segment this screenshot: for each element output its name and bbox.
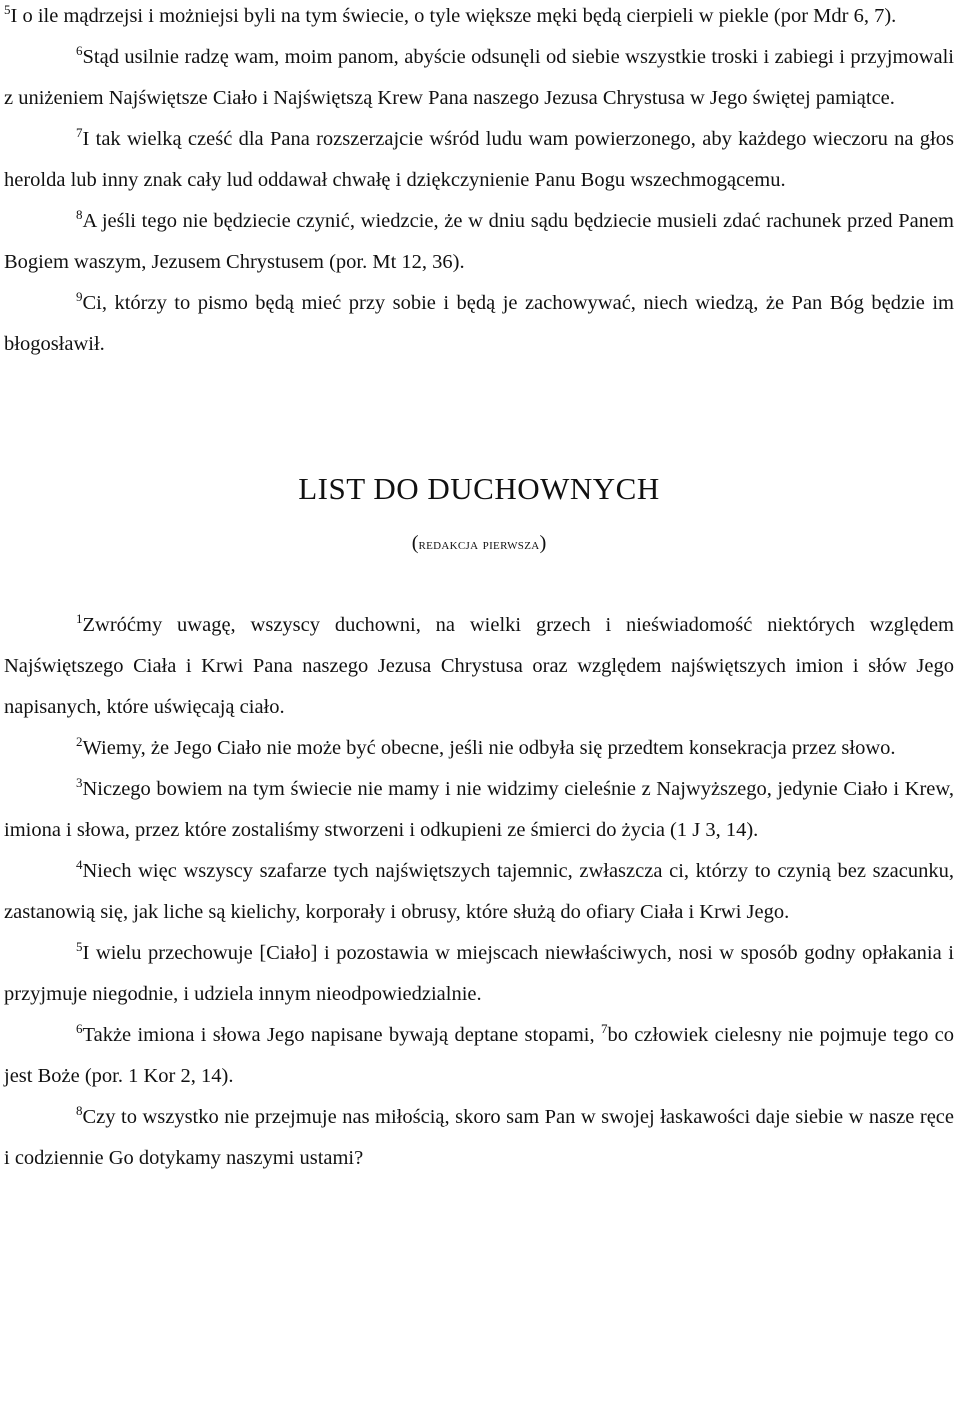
paragraph-text: Stąd usilnie radzę wam, moim panom, abyście odsunęli od siebie wszystkie troski i zabiegi i przyjmowali z uniżeniem Najświętsze Ciało i Najświętszą Krew Pana naszego Jezusa Chrystusa w Jego świętej pamiątce.	[4, 46, 954, 109]
letter-paragraph-8	[4, 1097, 954, 1179]
subheading-close-paren: )	[539, 532, 547, 554]
paragraph-text: I tak wielką cześć dla Pana rozszerzajcie wśród ludu wam powierzonego, aby każdego wieczoru na głos herolda lub inny znak cały lud oddawał chwałę i dziękczynienie Panu Bogu wszechmogącemu.	[4, 128, 954, 191]
verse-number: 8	[76, 207, 83, 222]
verse-number: 6	[76, 43, 83, 58]
paragraph-text: A jeśli tego nie będziecie czynić, wiedzcie, że w dniu sądu będziecie musieli zdać rachunek przed Panem Bogiem waszym, Jezusem Chrystusem (por. Mt 12, 36).	[4, 210, 954, 273]
letter-paragraph-1	[4, 605, 954, 728]
paragraph-9	[4, 283, 954, 365]
paragraph-7	[4, 119, 954, 201]
verse-number: 7	[600, 1021, 608, 1036]
letter-paragraph-2	[4, 728, 954, 769]
paragraph-8	[4, 201, 954, 283]
verse-number: 4	[76, 857, 83, 872]
verse-number: 8	[76, 1103, 83, 1118]
section-heading: LIST DO DUCHOWNYCH	[298, 471, 660, 506]
letter-body	[4, 605, 954, 1179]
verse-number: 5	[76, 939, 83, 954]
paragraph-text: Wiemy, że Jego Ciało nie może być obecne, jeśli nie odbyła się przedtem konsekracja przez słowo.	[82, 737, 896, 759]
paragraph-text: I wielu przechowuje [Ciało] i pozostawia w miejscach niewłaściwych, nosi w sposób godny opłakania i przyjmuje niegodnie, i udziela innym nieodpowiedzialnie.	[4, 942, 954, 1005]
subheading-text: redakcja pierwsza	[418, 536, 540, 553]
paragraph-text: Także imiona i słowa Jego napisane bywają deptane stopami,	[82, 1024, 601, 1046]
letter-paragraph-4	[4, 851, 954, 933]
paragraph-text: Czy to wszystko nie przejmuje nas miłością, skoro sam Pan w swojej łaskawości daje siebie w nasze ręce i codziennie Go dotykamy naszymi ustami?	[4, 1106, 954, 1169]
letter-paragraph-6	[4, 1015, 954, 1097]
paragraph-5	[4, 0, 954, 37]
paragraph-text: Niczego bowiem na tym świecie nie mamy i nie widzimy cieleśnie z Najwyższego, jedynie Ciało i Krew, imiona i słowa, przez które zostaliśmy stworzeni i odkupieni ze śmierci do życia (1 J 3, 14).	[4, 778, 954, 841]
verse-number: 7	[76, 125, 83, 140]
section-subheading	[4, 523, 954, 565]
top-paragraphs	[4, 0, 954, 365]
paragraph-text: Zwróćmy uwagę, wszyscy duchowni, na wielki grzech i nieświadomość niektórych względem Najświętszego Ciała i Krwi Pana naszego Jezusa Chrystusa oraz względem najświętszych imion i słów Jego napisanych, które uświęcają ciało.	[4, 614, 954, 718]
paragraph-text: Ci, którzy to pismo będą mieć przy sobie i będą je zachowywać, niech wiedzą, że Pan Bóg będzie im błogosławił.	[4, 292, 954, 355]
verse-number: 6	[76, 1021, 83, 1036]
paragraph-text: bo człowiek cielesny nie pojmuje tego co jest Boże (por. 1 Kor 2, 14).	[4, 1024, 955, 1087]
document-page	[4, 0, 954, 1179]
paragraph-text: Niech więc wszyscy szafarze tych najświętszych tajemnic, zwłaszcza ci, którzy to czynią bez szacunku, zastanowią się, jak liche są kielichy, korporały i obrusy, które służą do ofiary Ciała i Krwi Jego.	[4, 860, 954, 923]
paragraph-6	[4, 37, 954, 119]
paragraph-text: I o ile mądrzejsi i możniejsi byli na tym świecie, o tyle większe męki będą cierpieli w piekle (por Mdr 6, 7).	[10, 5, 897, 27]
letter-paragraph-3	[4, 769, 954, 851]
verse-number: 5	[4, 2, 11, 17]
verse-number: 2	[76, 734, 83, 749]
verse-number: 9	[76, 289, 83, 304]
subheading-open-paren: (	[411, 532, 419, 554]
verse-number: 3	[76, 775, 83, 790]
letter-paragraph-5	[4, 933, 954, 1015]
verse-number: 1	[76, 611, 83, 626]
